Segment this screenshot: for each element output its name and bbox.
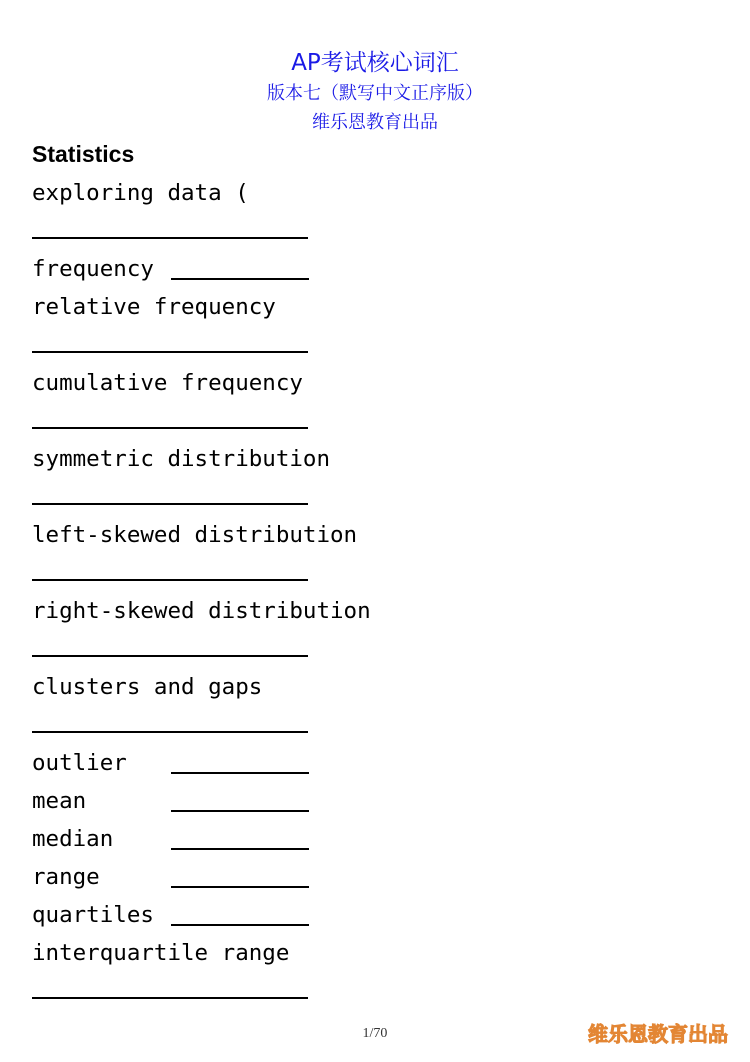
vocabulary-entry bbox=[32, 250, 371, 288]
answer-blank-line bbox=[171, 923, 309, 926]
answer-blank-line bbox=[32, 996, 308, 999]
answer-blank-line bbox=[32, 502, 308, 505]
vocabulary-entry bbox=[32, 934, 371, 1010]
vocabulary-term: clusters and gaps bbox=[32, 674, 263, 700]
answer-blank-line bbox=[32, 426, 308, 429]
answer-blank-line bbox=[32, 730, 308, 733]
vocabulary-term: quartiles bbox=[32, 902, 154, 928]
vocabulary-term: symmetric distribution bbox=[32, 446, 331, 472]
vocabulary-entry bbox=[32, 782, 371, 820]
answer-blank-line bbox=[32, 236, 308, 239]
answer-blank-line bbox=[171, 809, 309, 812]
vocabulary-term: cumulative frequency bbox=[32, 370, 303, 396]
vocabulary-entry bbox=[32, 440, 371, 516]
vocabulary-entry bbox=[32, 668, 371, 744]
vocabulary-entry bbox=[32, 744, 371, 782]
vocabulary-term: interquartile range bbox=[32, 940, 290, 966]
vocabulary-term: mean bbox=[32, 788, 87, 814]
vocabulary-entry bbox=[32, 820, 371, 858]
section-title: Statistics bbox=[32, 141, 135, 167]
page-number: 1/70 bbox=[362, 1026, 388, 1041]
answer-blank-line bbox=[32, 654, 308, 657]
watermark-logo: 维乐恩教育出品 bbox=[588, 1022, 728, 1046]
vocabulary-term: right-skewed distribution bbox=[32, 598, 371, 624]
document-title: AP考试核心词汇 bbox=[291, 50, 459, 76]
answer-blank-line bbox=[171, 885, 309, 888]
publisher-name: 维乐恩教育出品 bbox=[312, 112, 438, 133]
document-subtitle: 版本七（默写中文正序版） bbox=[267, 83, 483, 104]
vocabulary-entry bbox=[32, 592, 371, 668]
vocabulary-entry bbox=[32, 174, 371, 250]
vocabulary-term: exploring data ( bbox=[32, 180, 249, 206]
answer-blank-line bbox=[171, 771, 309, 774]
vocabulary-term: left-skewed distribution bbox=[32, 522, 358, 548]
vocabulary-entry bbox=[32, 896, 371, 934]
answer-blank-line bbox=[171, 847, 309, 850]
answer-blank-line bbox=[32, 350, 308, 353]
answer-blank-line bbox=[32, 578, 308, 581]
vocabulary-entry bbox=[32, 364, 371, 440]
vocabulary-entry bbox=[32, 858, 371, 896]
vocabulary-term: outlier bbox=[32, 750, 127, 776]
vocabulary-term: frequency bbox=[32, 256, 154, 282]
vocabulary-entry bbox=[32, 288, 371, 364]
vocabulary-term: relative frequency bbox=[32, 294, 276, 320]
vocabulary-entry bbox=[32, 516, 371, 592]
answer-blank-line bbox=[171, 277, 309, 280]
vocabulary-term: median bbox=[32, 826, 114, 852]
vocabulary-list bbox=[32, 174, 371, 1010]
vocabulary-term: range bbox=[32, 864, 100, 890]
